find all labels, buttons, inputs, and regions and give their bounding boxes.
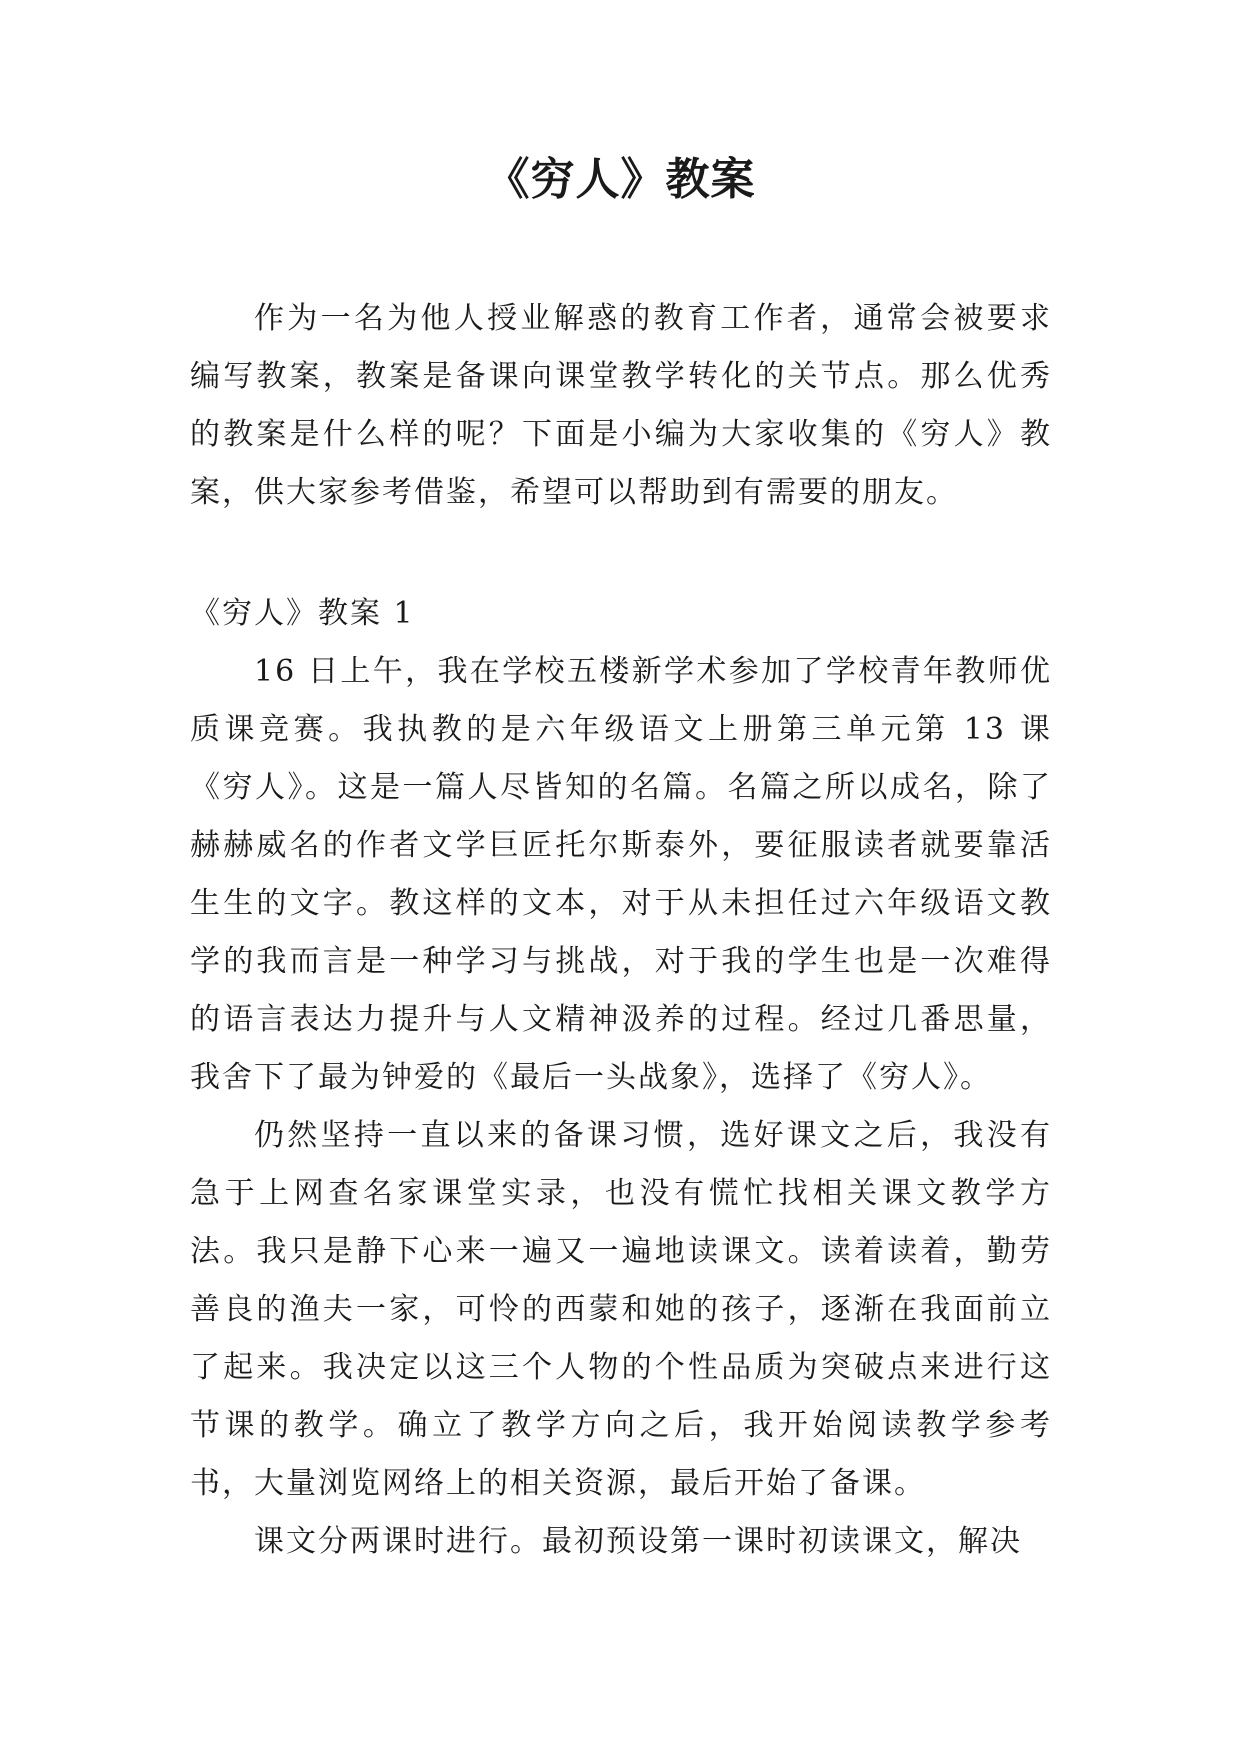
body-paragraph-2: 仍然坚持一直以来的备课习惯，选好课文之后，我没有急于上网查名家课堂实录，也没有慌忙找相关课文教学方法。我只是静下心来一遍又一遍地读课文。读着读着，勤劳善良的渔夫一家，可怜的西蒙和她的孩子，逐渐在我面前立了起来。我决定以这三个人物的个性品质为突破点来进行这节课的教学。确立了教学方向之后，我开始阅读教学参考书，大量浏览网络上的相关资源，最后开始了备课。 (190, 1118, 1052, 1501)
intro-section (190, 290, 1052, 522)
lesson-plan-section (190, 585, 1052, 1571)
body-paragraph-3: 课文分两课时进行。最初预设第一课时初读课文，解决 (254, 1524, 1022, 1559)
document-title: 《穷人》教案 (485, 154, 756, 205)
intro-paragraph: 作为一名为他人授业解惑的教育工作者，通常会被要求编写教案，教案是备课向课堂教学转化的关节点。那么优秀的教案是什么样的呢？下面是小编为大家收集的《穷人》教案，供大家参考借鉴，希望可以帮助到有需要的朋友。 (190, 301, 1052, 510)
body-paragraph-1: 16 日上午，我在学校五楼新学术参加了学校青年教师优质课竞赛。我执教的是六年级语文上册第三单元第 13 课《穷人》。这是一篇人尽皆知的名篇。名篇之所以成名，除了赫赫威名的作者文学巨匠托尔斯泰外，要征服读者就要靠活生生的文字。教这样的文本，对于从未担任过六年级语文教学的我而言是一种学习与挑战，对于我的学生也是一次难得的语言表达力提升与人文精神汲养的过程。经过几番思量，我舍下了最为钟爱的《最后一头战象》，选择了《穷人》。 (190, 654, 1052, 1095)
section-heading: 《穷人》教案 1 (190, 596, 415, 631)
